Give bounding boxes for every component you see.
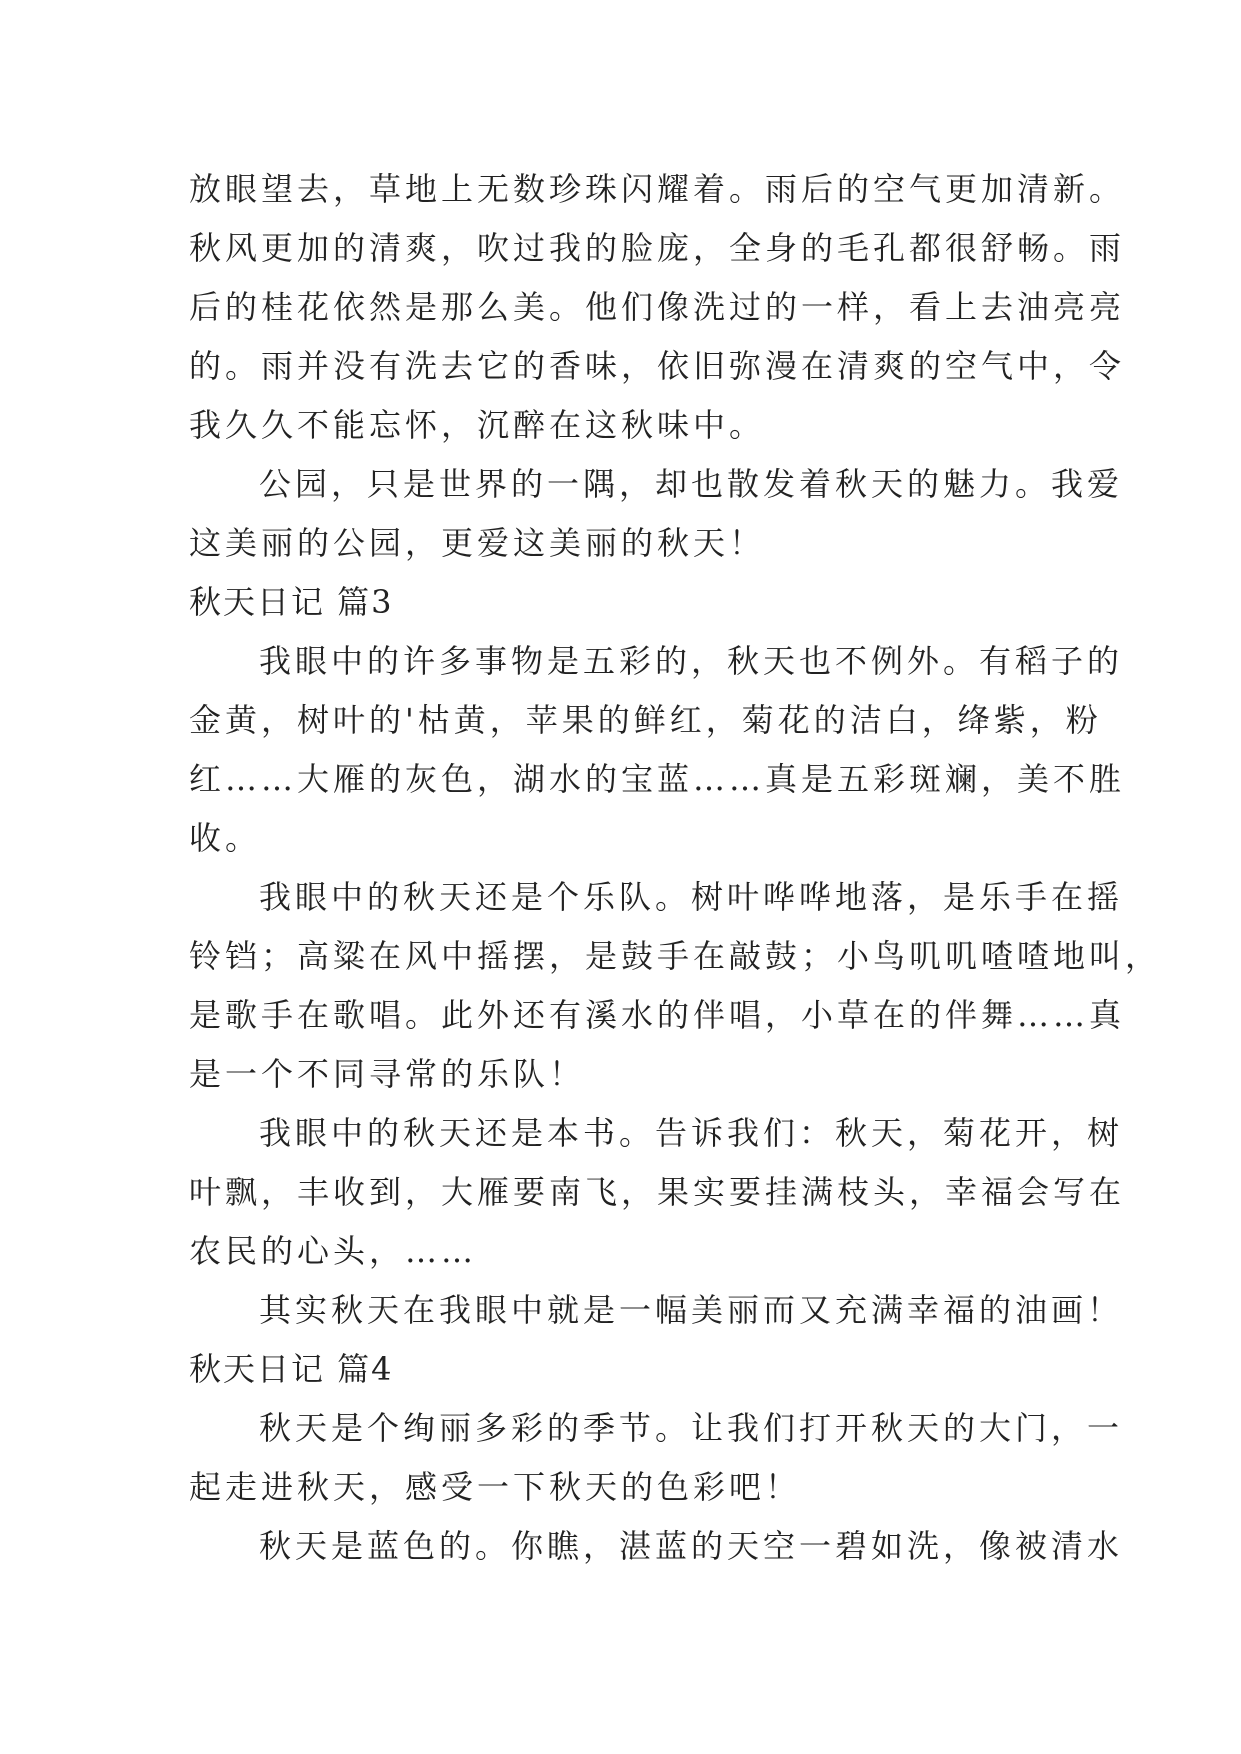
text-line: 收。 bbox=[189, 819, 262, 857]
paragraph-first-line: 公园，只是世界的一隅，却也散发着秋天的魅力。我爱 bbox=[259, 465, 1124, 503]
text-line: 铃铛；高粱在风中摇摆，是鼓手在敲鼓；小鸟叽叽喳喳地叫， bbox=[189, 937, 1162, 975]
text-line: 红……大雁的灰色，湖水的宝蓝……真是五彩斑斓，美不胜 bbox=[189, 760, 1126, 798]
document-page bbox=[189, 160, 1162, 1576]
paragraph-first-line: 其实秋天在我眼中就是一幅美丽而又充满幸福的油画！ bbox=[259, 1291, 1124, 1329]
text-line: 起走进秋天，感受一下秋天的色彩吧！ bbox=[189, 1468, 802, 1506]
text-line: 是歌手在歌唱。此外还有溪水的伴唱，小草在的伴舞……真 bbox=[189, 996, 1126, 1034]
text-line: 秋风更加的清爽，吹过我的脸庞，全身的毛孔都很舒畅。雨 bbox=[189, 229, 1126, 267]
text-line: 后的桂花依然是那么美。他们像洗过的一样，看上去油亮亮 bbox=[189, 288, 1126, 326]
paragraph-first-line: 秋天是个绚丽多彩的季节。让我们打开秋天的大门，一 bbox=[259, 1409, 1124, 1447]
text-line: 放眼望去，草地上无数珍珠闪耀着。雨后的空气更加清新。 bbox=[189, 170, 1126, 208]
text-line: 这美丽的公园，更爱这美丽的秋天！ bbox=[189, 524, 766, 562]
section-heading: 秋天日记 篇4 bbox=[189, 1350, 394, 1388]
text-line: 农民的心头，…… bbox=[189, 1232, 478, 1270]
paragraph-first-line: 我眼中的秋天还是本书。告诉我们：秋天，菊花开，树 bbox=[259, 1114, 1124, 1152]
text-line: 是一个不同寻常的乐队！ bbox=[189, 1055, 586, 1093]
section-heading: 秋天日记 篇3 bbox=[189, 583, 394, 621]
text-line: 我久久不能忘怀，沉醉在这秋味中。 bbox=[189, 406, 766, 444]
paragraph-first-line: 我眼中的秋天还是个乐队。树叶哗哗地落，是乐手在摇 bbox=[259, 878, 1124, 916]
paragraph-first-line: 秋天是蓝色的。你瞧，湛蓝的天空一碧如洗，像被清水 bbox=[259, 1527, 1124, 1565]
text-line: 叶飘，丰收到，大雁要南飞，果实要挂满枝头，幸福会写在 bbox=[189, 1173, 1126, 1211]
paragraph-first-line: 我眼中的许多事物是五彩的，秋天也不例外。有稻子的 bbox=[259, 642, 1124, 680]
text-line: 金黄，树叶的'枯黄，苹果的鲜红，菊花的洁白，绛紫，粉 bbox=[189, 701, 1102, 739]
text-line: 的。雨并没有洗去它的香味，依旧弥漫在清爽的空气中，令 bbox=[189, 347, 1126, 385]
